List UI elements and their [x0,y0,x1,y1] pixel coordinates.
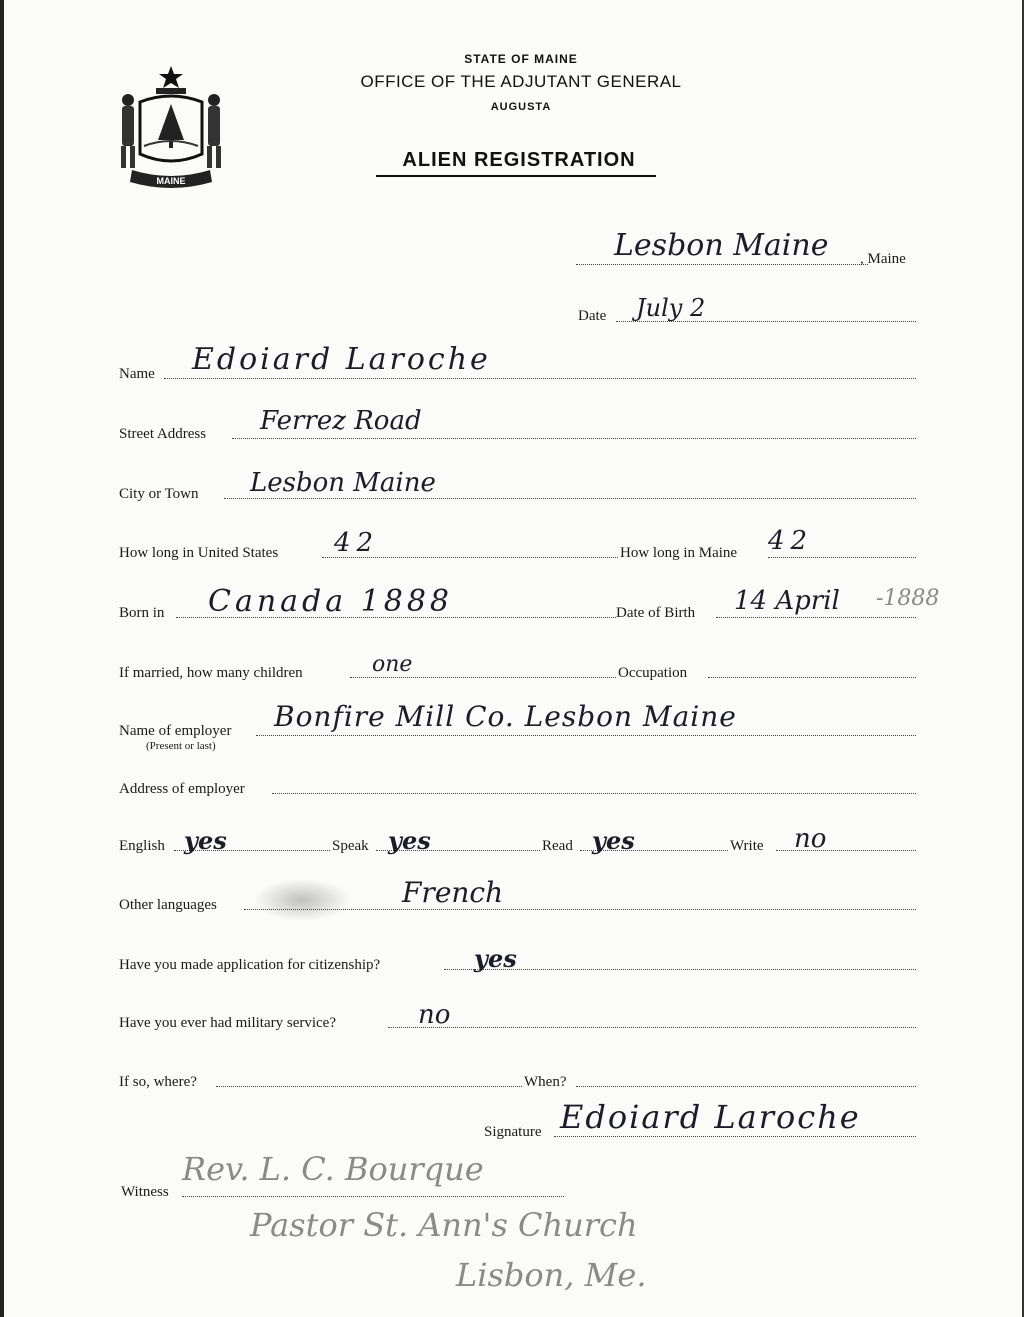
speak-label: Speak [332,838,369,854]
name-label: Name [119,366,155,382]
other-languages-value[interactable]: French [402,876,504,909]
speak-value[interactable]: yes [388,826,431,855]
date-value[interactable]: July 2 [636,294,706,322]
witness-value[interactable]: Rev. L. C. Bourque [182,1150,484,1188]
city-label: City or Town [119,486,199,502]
us-years-label: How long in United States [119,545,279,561]
military-line [388,1027,916,1028]
employer-address-line [272,793,916,794]
employer-line [256,735,916,736]
employer-label: Name of employer [119,723,232,739]
when-line [576,1086,916,1087]
where-line [216,1086,522,1087]
title-underline [376,175,656,177]
ink-smudge [256,880,348,920]
dob-value[interactable]: 14 April [734,586,840,616]
header-office: OFFICE OF THE ADJUTANT GENERAL [360,72,682,91]
other-languages-label: Other languages [119,897,217,913]
witness-place: Lisbon, Me. [456,1256,647,1294]
dob-label: Date of Birth [616,605,696,621]
employer-address-label: Address of employer [119,781,245,797]
location-value[interactable]: Lesbon Maine [614,228,829,263]
us-years-value[interactable]: 42 [334,528,380,558]
when-label: When? [524,1074,567,1090]
header-state: STATE OF MAINE [464,52,578,66]
maine-years-value[interactable]: 42 [768,526,814,556]
born-label: Born in [119,605,165,621]
maine-years-line [768,557,916,558]
street-label: Street Address [119,426,207,442]
form-title: ALIEN REGISTRATION [402,149,636,171]
witness-label: Witness [121,1184,169,1200]
signature-label: Signature [484,1124,542,1140]
dob-line [716,617,916,618]
occupation-line [708,677,916,678]
write-label: Write [730,838,764,854]
children-label: If married, how many children [119,665,303,681]
english-label: English [119,838,165,854]
children-value[interactable]: one [372,652,413,677]
other-languages-line [244,909,916,910]
signature-value[interactable]: Edoiard Laroche [560,1098,861,1136]
name-line [164,378,916,379]
witness-title: Pastor St. Ann's Church [250,1206,638,1244]
write-value[interactable]: no [794,824,827,854]
maine-years-label: How long in Maine [620,545,738,561]
military-value[interactable]: no [418,1000,451,1030]
location-line [576,264,868,265]
name-value[interactable]: Edoiard Laroche [192,342,491,377]
citizenship-value[interactable]: yes [474,944,517,973]
born-value[interactable]: Canada 1888 [208,584,454,619]
occupation-label: Occupation [618,665,688,681]
witness-line [182,1196,564,1197]
city-value[interactable]: Lesbon Maine [250,468,436,498]
signature-line [554,1136,916,1137]
citizenship-label: Have you made application for citizenship? [119,957,381,973]
employer-sublabel: (Present or last) [146,740,216,752]
street-value[interactable]: Ferrez Road [260,406,422,436]
where-label: If so, where? [119,1074,197,1090]
read-value[interactable]: yes [592,826,635,855]
street-line [232,438,916,439]
location-suffix: , Maine [860,251,906,267]
seal-banner-text: MAINE [156,176,186,186]
city-line [224,498,916,499]
english-value[interactable]: yes [184,826,227,855]
header-city: AUGUSTA [490,101,552,113]
children-line [350,677,616,678]
employer-value[interactable]: Bonfire Mill Co. Lesbon Maine [274,700,737,733]
date-label: Date [578,308,607,324]
read-label: Read [542,838,573,854]
military-label: Have you ever had military service? [119,1015,336,1031]
dob-pencil-note: -1888 [876,586,940,611]
